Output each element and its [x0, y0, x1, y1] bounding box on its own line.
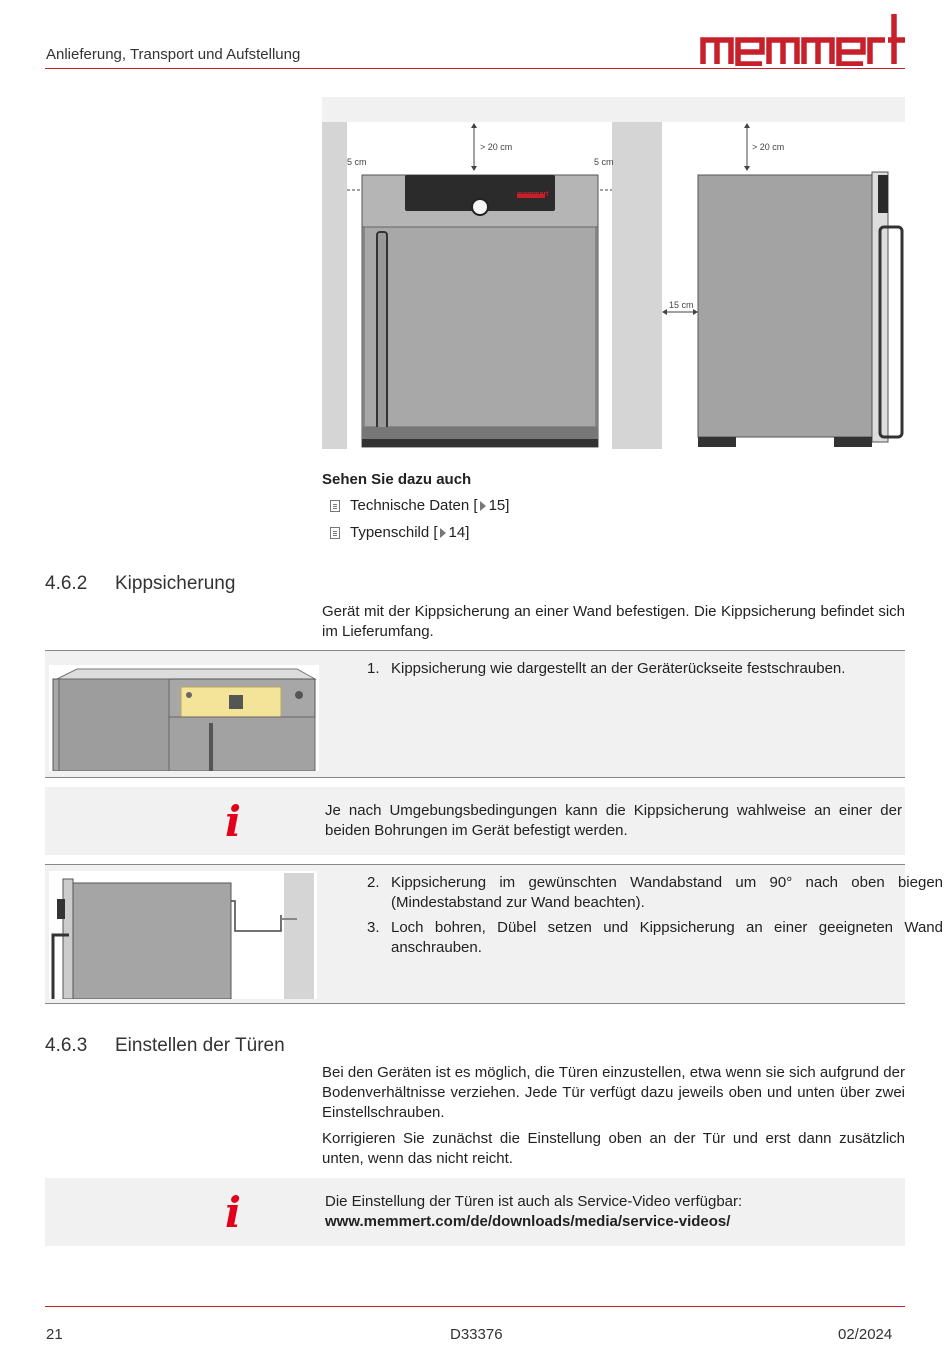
section-paragraph-2: Korrigieren Sie zunächst die Einstellung oben an der Tür und erst dann zusätzlich unten, wenn das nicht reicht. [322, 1130, 905, 1167]
dim-top-front-label: > 20 cm [480, 142, 513, 152]
section-paragraph-1: Bei den Geräten ist es möglich, die Türen einzustellen, etwa wenn sie sich aufgrund der Bodenverhältnisse verziehen. Jede Tür verfügt dazu jeweils oben und unten über zwei Einstellschrauben. [322, 1064, 905, 1121]
document-date: 02/2024 [838, 1326, 893, 1343]
info-box-2 [45, 1178, 905, 1246]
dim-top-side-label: > 20 cm [752, 142, 785, 152]
info-text: Je nach Umgebungsbedingungen kann die Kippsicherung wahlweise an einer der beiden Bohrungen im Gerät befestigt werden. [325, 802, 902, 839]
info-box-1 [45, 787, 905, 855]
see-also-link-technische-daten[interactable] [330, 497, 509, 514]
info-text [325, 1192, 902, 1232]
step-2 [367, 873, 943, 913]
dim-right-label: 5 cm [594, 157, 614, 167]
section-title: Einstellen der Türen [115, 1035, 285, 1056]
kippsicherung-mount-figure [49, 665, 319, 771]
step-number: 3. [367, 919, 380, 936]
dim-back-label: 15 cm [669, 300, 694, 310]
info-line: Die Einstellung der Türen ist auch als Service-Video verfügbar: [325, 1193, 743, 1210]
info-icon: i [225, 797, 241, 846]
header-title: Anlieferung, Transport und Aufstellung [46, 46, 301, 63]
document-icon [330, 500, 340, 512]
section-title: Kippsicherung [115, 573, 236, 594]
header-rule [45, 68, 905, 69]
clearance-figure [322, 97, 905, 449]
step-box-2 [45, 864, 943, 1004]
see-also-label: Typenschild [ [350, 524, 438, 541]
section-number: 4.6.2 [45, 573, 88, 594]
page-number: 21 [46, 1326, 63, 1343]
see-also-label: Technische Daten [ [350, 497, 478, 514]
document-number: D33376 [450, 1326, 503, 1343]
document-icon [330, 527, 340, 539]
dim-left-label: 5 cm [347, 157, 367, 167]
page-arrow-icon [480, 501, 486, 511]
step-1 [367, 659, 943, 679]
section-intro: Gerät mit der Kippsicherung an einer Wand befestigen. Die Kippsicherung befindet sich im Lieferumfang. [322, 603, 905, 640]
info-icon: i [225, 1188, 241, 1237]
see-also-page: 14] [448, 524, 470, 541]
step-text: Loch bohren, Dübel setzen und Kippsicherung an einer geeigneten Wand anschrauben. [391, 919, 943, 956]
section-heading-kippsicherung [45, 573, 235, 595]
step-text: Kippsicherung wie dargestellt an der Geräterückseite festschrauben. [391, 660, 846, 677]
device-brand-label: memmert [517, 191, 549, 198]
step-number: 2. [367, 874, 380, 891]
step-number: 1. [367, 660, 380, 677]
see-also-title: Sehen Sie dazu auch [322, 471, 472, 488]
step-3 [367, 918, 943, 958]
kippsicherung-wall-figure [49, 871, 317, 999]
service-video-link[interactable]: www.memmert.com/de/downloads/media/service-videos/ [325, 1213, 731, 1230]
see-also-page: 15] [488, 497, 510, 514]
see-also-link-typenschild[interactable] [330, 524, 469, 541]
page-arrow-icon [440, 528, 446, 538]
section-number: 4.6.3 [45, 1035, 88, 1056]
section-heading-tueren [45, 1035, 285, 1057]
step-box-1 [45, 650, 905, 778]
memmert-logo [700, 12, 906, 66]
footer-rule [45, 1306, 905, 1307]
step-text: Kippsicherung im gewünschten Wandabstand um 90° nach oben biegen (Mindestabstand zur Wand beachten). [391, 874, 943, 911]
